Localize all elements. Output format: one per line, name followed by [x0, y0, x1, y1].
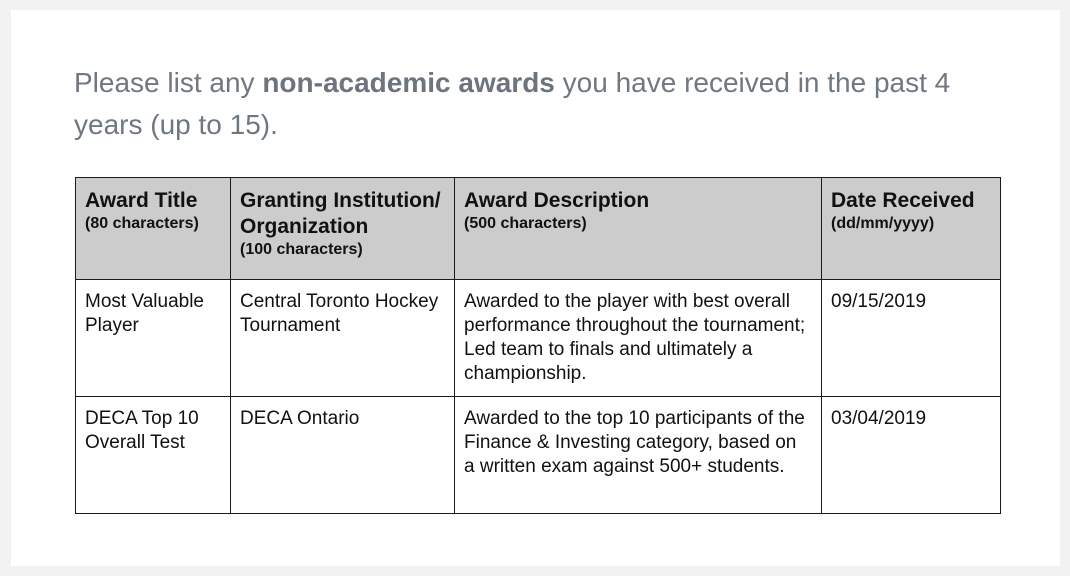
instructions-text-start: Please list any: [74, 67, 263, 98]
header-granting-institution: [231, 178, 455, 280]
awards-table: [75, 177, 1001, 514]
header-limit: (dd/mm/yyyy): [831, 215, 935, 232]
header-limit: (80 characters): [85, 215, 199, 232]
header-limit: (500 characters): [464, 215, 587, 232]
cell-description: Awarded to the player with best overall performance throughout the tournament; Led team to finals and ultimately a championship.: [455, 280, 822, 397]
instructions-text-end: you have received in the past 4 years (up to 15).: [74, 67, 951, 140]
header-award-description: [455, 178, 822, 280]
table-header-row: [76, 178, 1001, 280]
cell-date: 03/04/2019: [822, 397, 1001, 514]
cell-award-title: DECA Top 10 Overall Test: [76, 397, 231, 514]
header-award-title: [76, 178, 231, 280]
document-card: [11, 10, 1060, 566]
header-title: Date Received: [831, 189, 975, 212]
cell-description: Awarded to the top 10 participants of the Finance & Investing category, based on a written exam against 500+ students.: [455, 397, 822, 514]
table-row: [76, 280, 1001, 397]
cell-date: 09/15/2019: [822, 280, 1001, 397]
header-title: Granting Institution/ Organization: [240, 189, 441, 238]
instructions-emphasis: non-academic awards: [262, 67, 555, 98]
header-title: Award Description: [464, 189, 650, 212]
table-row: [76, 397, 1001, 514]
instructions-text: [74, 62, 1014, 146]
header-title: Award Title: [85, 189, 198, 212]
cell-institution: Central Toronto Hockey Tournament: [231, 280, 455, 397]
header-limit: (100 characters): [240, 241, 363, 258]
header-date-received: [822, 178, 1001, 280]
cell-institution: DECA Ontario: [231, 397, 455, 514]
cell-award-title: Most Valuable Player: [76, 280, 231, 397]
